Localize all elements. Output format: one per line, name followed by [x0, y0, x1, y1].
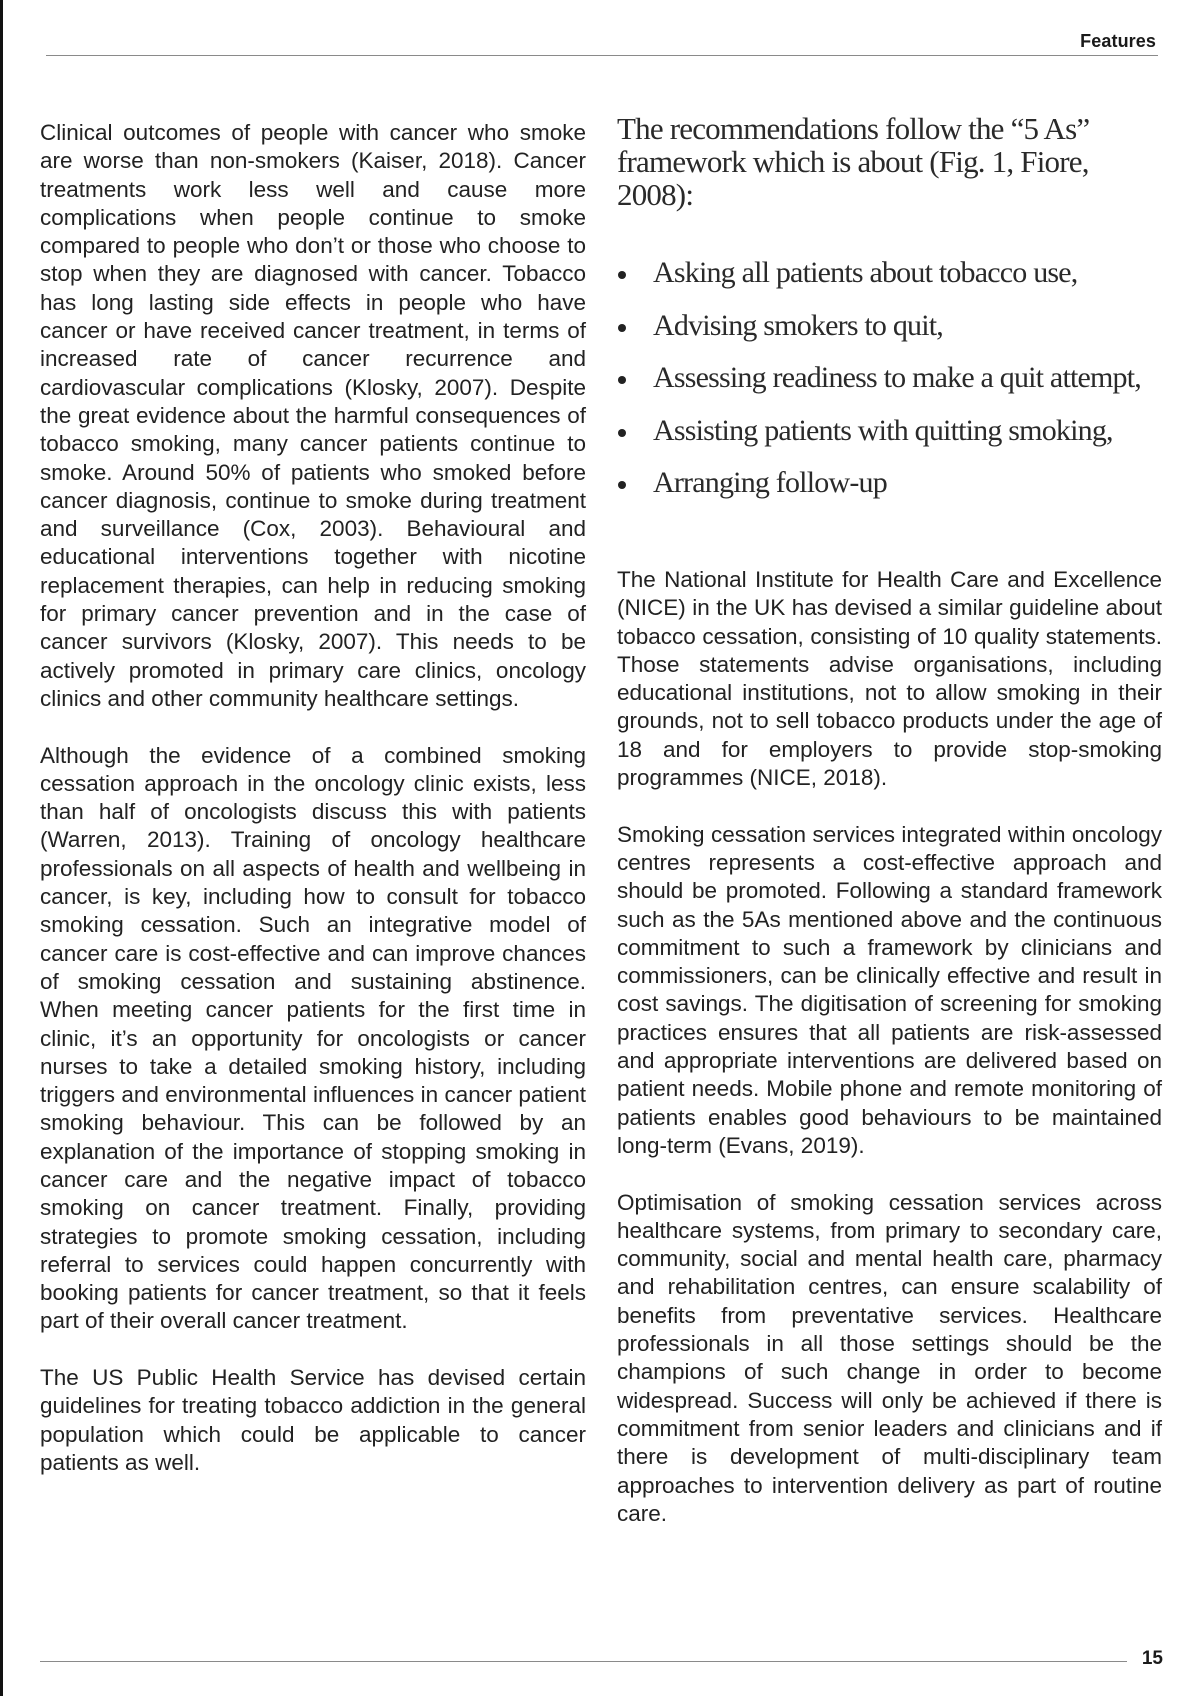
header-rule — [46, 55, 1158, 56]
body-paragraph: Clinical outcomes of people with cancer who smoke are worse than non-smokers (Kaiser, 2018). Cancer treatments work less well and cause more complications when people continue to smoke compared to people who don’t or those who choose to stop when they are diagnosed with cancer. Tobacco has long lasting side effects in people who have cancer or have received cancer treatment, in terms of increased rate of cancer recurrence and cardiovascular complications (Klosky, 2007). Despite the great evidence about the harmful consequences of tobacco smoking, many cancer patients continue to smoke. Around 50% of patients who smoked before cancer diagnosis, continue to smoke during treatment and surveillance (Cox, 2003). Behavioural and educational interventions together with nicotine replacement therapies, can help in reducing smoking for primary cancer prevention and in the case of cancer survivors (Klosky, 2007). This needs to be actively promoted in primary care clinics, oncology clinics and other community healthcare settings. — [40, 120, 586, 711]
section-label: Features — [1080, 31, 1156, 51]
page-edge-bar — [0, 0, 3, 1696]
list-item: Arranging follow-up — [617, 457, 1141, 510]
list-item: Assessing readiness to make a quit attempt, — [617, 352, 1141, 405]
list-item: Advising smokers to quit, — [617, 300, 1141, 353]
pull-quote: The recommendations follow the “5 As” framework which is about (Fig. 1, Fiore, 2008): — [617, 111, 1090, 212]
list-item: Asking all patients about tobacco use, — [617, 247, 1141, 300]
body-paragraph: Although the evidence of a combined smoking cessation approach in the oncology clinic exists, less than half of oncologists discuss this with patients (Warren, 2013). Training of oncology healthcare professionals on all aspects of health and wellbeing in cancer, is key, including how to consult for tobacco smoking cessation. Such an integrative model of cancer care is cost-effective and can improve chances of smoking cessation and sustaining abstinence. When meeting cancer patients for the first time in clinic, it’s an opportunity for oncologists or cancer nurses to take a detailed smoking history, including triggers and environmental influences in cancer patient smoking behaviour. This can be followed by an explanation of the importance of stopping smoking in cancer care and the negative impact of tobacco smoking on cancer treatment. Finally, providing strategies to promote smoking cessation, including referral to services could happen concurrently with booking patients for cancer treatment, so that it feels part of their overall cancer treatment. — [40, 742, 586, 1334]
page-number: 15 — [1141, 1648, 1163, 1669]
body-paragraph: Smoking cessation services integrated within oncology centres represents a cost-effective approach and should be promoted. Following a standard framework such as the 5As mentioned above and the continuous commitment to such a framework by clinicians and commissioners, can be clinically effective and result in cost savings. The digitisation of screening for smoking practices ensures that all patients are risk-assessed and appropriate interventions are delivered based on patient needs. Mobile phone and remote monitoring of patients enables good behaviours to be maintained long-term (Evans, 2019). — [617, 821, 1162, 1158]
footer-rule — [40, 1661, 1127, 1662]
right-body — [617, 566, 1162, 1556]
body-paragraph: The National Institute for Health Care and Excellence (NICE) in the UK has devised a similar guideline about tobacco cessation, consisting of 10 quality statements. Those statements advise organisations, including educational institutions, not to allow smoking in their grounds, not to sell tobacco products under the age of 18 and for employers to provide stop-smoking programmes (NICE, 2018). — [617, 567, 1162, 791]
left-column — [40, 119, 586, 1506]
five-as-list — [617, 247, 1141, 510]
right-column — [617, 111, 1162, 1526]
body-paragraph: The US Public Health Service has devised certain guidelines for treating tobacco addiction in the general population which could be applicable to cancer patients as well. — [40, 1365, 586, 1475]
list-item: Assisting patients with quitting smoking, — [617, 405, 1141, 458]
body-paragraph: Optimisation of smoking cessation services across healthcare systems, from primary to secondary care, community, social and mental health care, pharmacy and rehabilitation centres, can ensure scalability of benefits from preventative services. Healthcare professionals in all those settings should be the champions of such change in order to become widespread. Success will only be achieved if there is commitment from senior leaders and clinicians and if there is development of multi-disciplinary team approaches to intervention delivery as part of routine care. — [617, 1189, 1162, 1526]
